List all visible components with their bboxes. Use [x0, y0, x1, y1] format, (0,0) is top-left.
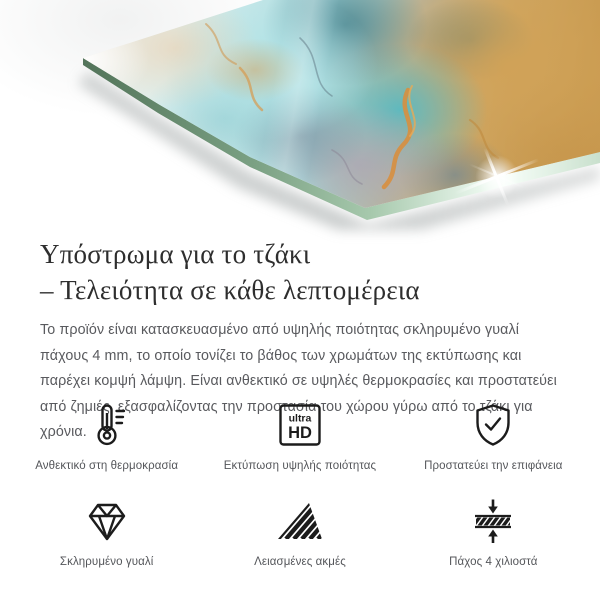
diamond-icon [83, 496, 131, 546]
thickness-icon [469, 496, 517, 546]
feature-label: Εκτύπωση υψηλής ποιότητας [223, 460, 377, 472]
feature-label: Ανθεκτικό στη θερμοκρασία [35, 460, 179, 472]
page-title-line2: – Τελειότητα σε κάθε λεπτομέρεια [40, 275, 420, 305]
ultra-hd-text-bottom: HD [288, 424, 312, 442]
ultra-hd-text-top: ultra [288, 412, 312, 425]
feature-print-quality [203, 400, 396, 472]
feature-label: Λειασμένες ακμές [254, 556, 346, 568]
feature-surface-protection [397, 400, 590, 472]
product-description: Το προϊόν είναι κατασκευασμένο από υψηλής ποιότητας σκληρυμένο γυαλί πάχους 4 mm, το οποίο τονίζει το βάθος των χρωμάτων της εκτύπωσης και παρέχει κομψή λάμψη. Είναι ανθεκτικό σε υψηλές θερμοκρασίες και προστατεύει από ζημιές, εξασφαλίζοντας την προστασία του χώρου γύρω από το τζάκι για χρόνια. [40, 322, 557, 440]
feature-thickness [397, 496, 590, 568]
product-photo [0, 0, 600, 230]
feature-temperature [10, 400, 203, 472]
shield-check-icon [469, 400, 517, 450]
ultra-hd-icon [276, 400, 324, 450]
feature-grid [10, 400, 590, 568]
thermometer-icon [83, 400, 131, 450]
feature-label: Σκληρυμένο γυαλί [59, 556, 154, 568]
feature-label: Προστατεύει την επιφάνεια [424, 460, 563, 472]
feature-tempered-glass [10, 496, 203, 568]
polished-edges-icon [276, 496, 324, 546]
page-title [40, 236, 570, 308]
page-title-line1: Υπόστρωμα για το τζάκι [40, 239, 311, 269]
feature-polished-edges [203, 496, 396, 568]
feature-label: Πάχος 4 χιλιοστά [449, 556, 538, 568]
